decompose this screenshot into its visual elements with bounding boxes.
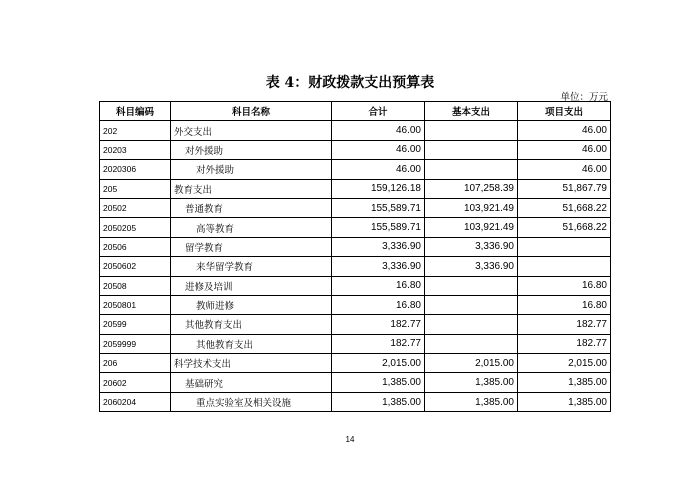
code-cell: 20602 <box>100 373 171 392</box>
basic-cell: 3,336.90 <box>425 257 518 276</box>
name-cell: 科学技术支出 <box>171 354 332 373</box>
project-cell <box>518 237 611 256</box>
total-cell: 16.80 <box>332 276 425 295</box>
basic-cell: 107,258.39 <box>425 179 518 198</box>
table-row <box>100 237 611 256</box>
basic-cell <box>425 334 518 353</box>
table-row <box>100 354 611 373</box>
basic-cell: 3,336.90 <box>425 237 518 256</box>
total-cell: 1,385.00 <box>332 373 425 392</box>
table-row <box>100 392 611 411</box>
project-cell: 46.00 <box>518 140 611 159</box>
project-cell: 46.00 <box>518 121 611 140</box>
total-cell: 159,126.18 <box>332 179 425 198</box>
name-cell: 其他教育支出 <box>171 334 332 353</box>
code-cell: 20508 <box>100 276 171 295</box>
unit-label: 单位：万元 <box>560 92 608 103</box>
total-cell: 46.00 <box>332 121 425 140</box>
name-cell: 普通教育 <box>171 198 332 217</box>
name-cell: 高等教育 <box>171 218 332 237</box>
project-cell: 2,015.00 <box>518 354 611 373</box>
table-row <box>100 140 611 159</box>
code-cell: 2020306 <box>100 160 171 179</box>
total-cell: 46.00 <box>332 140 425 159</box>
basic-cell <box>425 160 518 179</box>
basic-cell: 1,385.00 <box>425 373 518 392</box>
total-cell: 182.77 <box>332 315 425 334</box>
project-cell: 51,668.22 <box>518 218 611 237</box>
name-cell: 进修及培训 <box>171 276 332 295</box>
header-code: 科目编码 <box>100 102 171 121</box>
name-cell: 对外援助 <box>171 140 332 159</box>
total-cell: 3,336.90 <box>332 257 425 276</box>
budget-table <box>99 101 611 412</box>
project-cell: 46.00 <box>518 160 611 179</box>
table-row <box>100 160 611 179</box>
name-cell: 对外援助 <box>171 160 332 179</box>
code-cell: 20599 <box>100 315 171 334</box>
table-row <box>100 218 611 237</box>
code-cell: 20502 <box>100 198 171 217</box>
name-cell: 来华留学教育 <box>171 257 332 276</box>
basic-cell: 103,921.49 <box>425 218 518 237</box>
code-cell: 20203 <box>100 140 171 159</box>
project-cell: 182.77 <box>518 315 611 334</box>
code-cell: 202 <box>100 121 171 140</box>
name-cell: 教师进修 <box>171 295 332 314</box>
total-cell: 3,336.90 <box>332 237 425 256</box>
basic-cell <box>425 315 518 334</box>
total-cell: 182.77 <box>332 334 425 353</box>
basic-cell <box>425 276 518 295</box>
code-cell: 2060204 <box>100 392 171 411</box>
code-cell: 2059999 <box>100 334 171 353</box>
page-title: 表 4：财政拨款支出预算表 <box>265 75 435 91</box>
header-total: 合计 <box>332 102 425 121</box>
total-cell: 46.00 <box>332 160 425 179</box>
code-cell: 2050801 <box>100 295 171 314</box>
project-cell: 16.80 <box>518 276 611 295</box>
name-cell: 其他教育支出 <box>171 315 332 334</box>
name-cell: 基础研究 <box>171 373 332 392</box>
table-row <box>100 257 611 276</box>
total-cell: 1,385.00 <box>332 392 425 411</box>
table-row <box>100 315 611 334</box>
basic-cell <box>425 295 518 314</box>
basic-cell <box>425 121 518 140</box>
project-cell: 1,385.00 <box>518 392 611 411</box>
basic-cell: 2,015.00 <box>425 354 518 373</box>
name-cell: 教育支出 <box>171 179 332 198</box>
project-cell: 1,385.00 <box>518 373 611 392</box>
code-cell: 2050205 <box>100 218 171 237</box>
table-row <box>100 334 611 353</box>
header-project: 项目支出 <box>518 102 611 121</box>
page-number: 14 <box>345 435 355 444</box>
project-cell: 51,668.22 <box>518 198 611 217</box>
total-cell: 2,015.00 <box>332 354 425 373</box>
project-cell: 16.80 <box>518 295 611 314</box>
project-cell <box>518 257 611 276</box>
table-row <box>100 295 611 314</box>
table-header-row <box>100 102 611 121</box>
project-cell: 51,867.79 <box>518 179 611 198</box>
code-cell: 2050602 <box>100 257 171 276</box>
table-row <box>100 276 611 295</box>
name-cell: 重点实验室及相关设施 <box>171 392 332 411</box>
code-cell: 20506 <box>100 237 171 256</box>
name-cell: 留学教育 <box>171 237 332 256</box>
basic-cell: 103,921.49 <box>425 198 518 217</box>
total-cell: 155,589.71 <box>332 198 425 217</box>
code-cell: 206 <box>100 354 171 373</box>
header-basic: 基本支出 <box>425 102 518 121</box>
basic-cell: 1,385.00 <box>425 392 518 411</box>
total-cell: 16.80 <box>332 295 425 314</box>
name-cell: 外交支出 <box>171 121 332 140</box>
total-cell: 155,589.71 <box>332 218 425 237</box>
header-name: 科目名称 <box>171 102 332 121</box>
table-row <box>100 179 611 198</box>
project-cell: 182.77 <box>518 334 611 353</box>
code-cell: 205 <box>100 179 171 198</box>
basic-cell <box>425 140 518 159</box>
table-row <box>100 121 611 140</box>
table-row <box>100 198 611 217</box>
table-row <box>100 373 611 392</box>
